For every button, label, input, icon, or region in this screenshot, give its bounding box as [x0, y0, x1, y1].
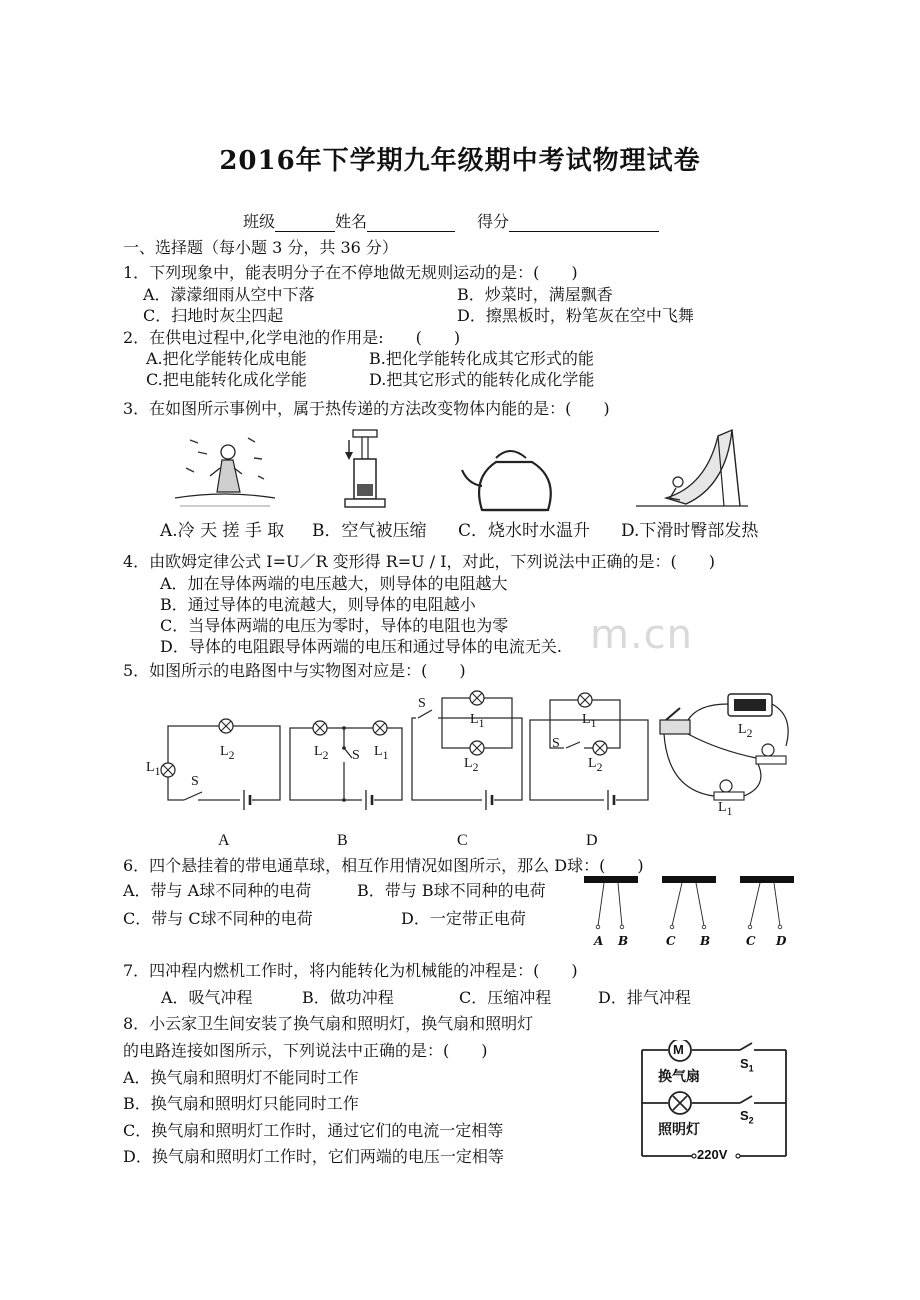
- q6-option-d: D．一定带正电荷: [401, 909, 526, 928]
- fan-label: 换气扇: [658, 1070, 700, 1085]
- q5-real-l1-label: $L_1$: [718, 800, 733, 818]
- q1-option-b: B．炒菜时，满屋飘香: [457, 285, 613, 304]
- q6-option-a: A．带与 A球不同种的电荷: [123, 881, 312, 900]
- q5-label-b: B: [337, 832, 348, 849]
- q5-a-l1-label: $L_1$: [146, 760, 161, 778]
- q8-stem-line2: 的电路连接如图所示，下列说法中正确的是：( ): [123, 1041, 488, 1060]
- circuit-b: [290, 721, 402, 810]
- header-fields: [243, 212, 659, 232]
- q7-option-c: C．压缩冲程: [459, 988, 552, 1007]
- q2-option-a: A.把化学能转化成电能: [146, 349, 307, 368]
- q7-stem: 7．四冲程内燃机工作时，将内能转化为机械能的冲程是：( ): [123, 961, 578, 980]
- q5-stem: 5．如图所示的电路图中与实物图对应是：( ): [123, 661, 466, 680]
- q5-real-l2-label: $L_2$: [738, 722, 753, 740]
- q5-b-l1-label: $L_1$: [374, 744, 389, 762]
- q3-stem: 3．在如图所示事例中，属于热传递的方法改变物体内能的是：( ): [123, 399, 610, 418]
- q3-figure-b: [335, 426, 395, 518]
- circuit-c: [412, 691, 522, 810]
- q2-option-b: B.把化学能转化成其它形式的能: [369, 349, 594, 368]
- q7-option-a: A．吸气冲程: [161, 988, 253, 1007]
- q3-option-d: D.下滑时臀部发热: [621, 521, 759, 541]
- q6-option-b: B．带与 B球不同种的电荷: [357, 881, 546, 900]
- q5-d-l1-label: $L_1$: [582, 712, 597, 730]
- q5-b-l2-label: $L_2$: [314, 744, 329, 762]
- q3-figure-a: [170, 428, 280, 514]
- circuit-d: [530, 693, 648, 810]
- name-blank[interactable]: [367, 215, 455, 232]
- q5-c-s-label: S: [418, 696, 426, 711]
- q8-option-b: B．换气扇和照明灯只能同时工作: [123, 1094, 359, 1113]
- class-label: 班级: [243, 212, 276, 231]
- q5-circuit-diagrams: [140, 690, 660, 820]
- q3-option-b: B．空气被压缩: [312, 521, 427, 541]
- q4-stem: 4．由欧姆定律公式 I=U／R 变形得 R=U / I，对此，下列说法中正确的是：( ): [123, 552, 716, 571]
- q6-ball-label: B: [700, 934, 711, 948]
- q5-a-s-label: S: [191, 774, 199, 789]
- q5-c-l2-label: $L_2$: [464, 756, 479, 774]
- q6-ball-label: A: [594, 934, 604, 948]
- lamp-label: 照明灯: [658, 1123, 700, 1138]
- q1-option-d: D．擦黑板时，粉笔灰在空中飞舞: [457, 306, 694, 325]
- q7-option-b: B．做功冲程: [302, 988, 394, 1007]
- q3-figure-d: [636, 426, 752, 516]
- q1-option-a: A．濛濛细雨从空中下落: [143, 285, 315, 304]
- q6-ball-label: D: [776, 934, 787, 948]
- q5-physical-circuit: [658, 690, 808, 814]
- q4-option-b: B．通过导体的电流越大，则导体的电阻越小: [160, 595, 476, 614]
- q8-option-a: A．换气扇和照明灯不能同时工作: [123, 1068, 359, 1087]
- q5-label-d: D: [586, 832, 598, 849]
- q6-ball-label: C: [666, 934, 676, 948]
- q5-d-l2-label: $L_2$: [588, 756, 603, 774]
- q3-option-c: C．烧水时水温升: [458, 521, 591, 541]
- q4-option-d: D．导体的电阻跟导体两端的电压和通过导体的电流无关.: [160, 637, 562, 656]
- q8-option-c: C．换气扇和照明灯工作时，通过它们的电流一定相等: [123, 1121, 504, 1140]
- q1-stem: 1．下列现象中，能表明分子在不停地做无规则运动的是：( ): [123, 263, 578, 282]
- q2-option-c: C.把电能转化成化学能: [146, 370, 307, 389]
- watermark: m.cn: [590, 612, 694, 658]
- name-label: 姓名: [335, 212, 368, 231]
- q7-option-d: D．排气冲程: [598, 988, 691, 1007]
- class-blank[interactable]: [275, 215, 335, 232]
- q6-stem: 6．四个悬挂着的带电通草球，相互作用情况如图所示，那么 D球：( ): [123, 856, 644, 875]
- q2-option-d: D.把其它形式的能转化成化学能: [369, 370, 595, 389]
- q3-figure-c: [460, 440, 572, 518]
- s2-label: $S_2$: [740, 1108, 754, 1126]
- s1-label: $S_1$: [740, 1056, 754, 1074]
- q8-option-d: D．换气扇和照明灯工作时，它们两端的电压一定相等: [123, 1147, 504, 1166]
- score-blank[interactable]: [509, 215, 659, 232]
- q5-label-a: A: [218, 832, 230, 849]
- motor-symbol: M: [673, 1042, 684, 1057]
- voltage-label: 220V: [697, 1147, 728, 1162]
- q2-stem: 2．在供电过程中,化学电池的作用是: ( ): [123, 328, 461, 347]
- q8-circuit: [636, 1040, 792, 1164]
- q5-a-l2-label: $L_2$: [220, 744, 235, 762]
- q4-option-a: A．加在导体两端的电压越大，则导体的电阻越大: [160, 574, 508, 593]
- q1-option-c: C．扫地时灰尘四起: [143, 306, 284, 325]
- q3-option-a: A.冷 天 搓 手 取: [160, 521, 285, 541]
- section-heading: 一、选择题（每小题 3 分，共 36 分）: [123, 238, 398, 257]
- circuit-a: [161, 719, 280, 810]
- q8-stem-line1: 8．小云家卫生间安装了换气扇和照明灯，换气扇和照明灯: [123, 1014, 534, 1033]
- q6-ball-label: B: [618, 934, 629, 948]
- q5-label-c: C: [457, 832, 468, 849]
- q6-ball-label: C: [746, 934, 756, 948]
- q6-balls-figure: [584, 874, 796, 938]
- q4-option-c: C．当导体两端的电压为零时，导体的电阻也为零: [160, 616, 509, 635]
- q6-option-c: C．带与 C球不同种的电荷: [123, 909, 313, 928]
- page-title: 2016年下学期九年级期中考试物理试卷: [219, 146, 701, 176]
- q5-d-s-label: S: [552, 736, 560, 751]
- q5-c-l1-label: $L_1$: [470, 712, 485, 730]
- q5-b-s-label: S: [352, 748, 360, 763]
- score-label: 得分: [477, 212, 510, 231]
